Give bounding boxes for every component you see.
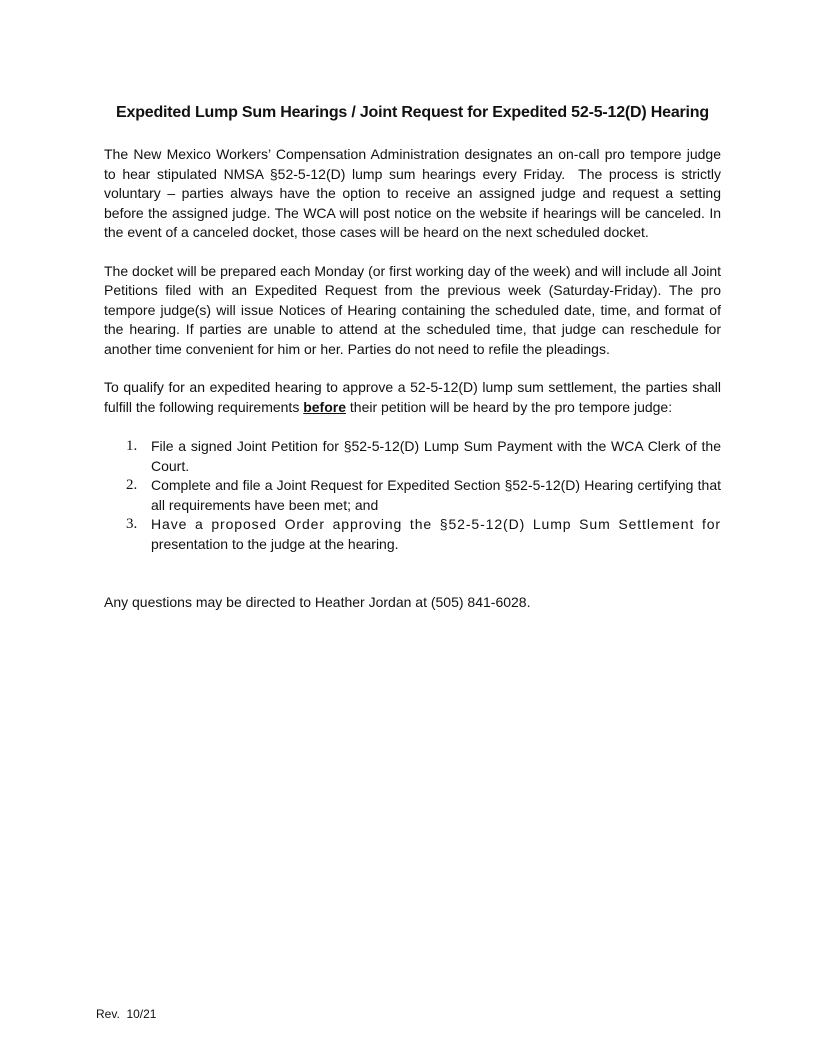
contact-line: Any questions may be directed to Heather Jordan at (505) 841-6028. [104, 594, 531, 610]
qualification-paragraph [104, 378, 721, 417]
requirement-item-2 [104, 476, 721, 515]
requirement-item-1 [104, 437, 721, 476]
document-title: Expedited Lump Sum Hearings / Joint Request for Expedited 52-5-12(D) Hearing [116, 104, 709, 121]
requirement-number-3: 3. [126, 516, 138, 532]
docket-paragraph: The docket will be prepared each Monday (or first working day of the week) and will include all Joint Petitions filed with an Expedited Request from the previous week (Saturday-Friday). The pro tempore judge(s) will issue Notices of Hearing containing the scheduled date, time, and format of the hearing. If parties are unable to attend at the scheduled time, that judge can reschedule for another time convenient for him or her. Parties do not need to refile the pleadings. [104, 262, 721, 357]
document-page [104, 103, 721, 613]
requirement-text-3-line-2: presentation to the judge at the hearing. [151, 535, 399, 552]
qualification-text-start: To qualify for an expedited hearing to approve a 52-5-12(D) lump sum settlement, the parties shall fulfill the following requirements [104, 379, 721, 415]
revision-footer: Rev. 10/21 [96, 1007, 157, 1021]
qualification-text-end: their petition will be heard by the pro tempore judge: [349, 398, 673, 415]
before-emphasis: before [303, 398, 347, 415]
requirement-text-1: File a signed Joint Petition for §52-5-12(D) Lump Sum Payment with the WCA Clerk of the Court. [151, 438, 721, 474]
intro-paragraph: The New Mexico Workers’ Compensation Administration designates an on-call pro tempore judge to hear stipulated NMSA §52-5-12(D) lump sum hearings every Friday. The process is strictly voluntary – parties always have the option to receive an assigned judge and request a setting before the assigned judge. The WCA will post notice on the website if hearings will be canceled. In the event of a canceled docket, those cases will be heard on the next scheduled docket. [104, 146, 721, 240]
requirement-number-1: 1. [126, 438, 138, 454]
requirement-text-3-line-1: Have a proposed Order approving the §52-5-12(D) Lump Sum Settlement for [151, 516, 721, 532]
requirement-number-2: 2. [126, 477, 138, 493]
requirement-text-2: Complete and file a Joint Request for Expedited Section §52-5-12(D) Hearing certifying that all requirements have been met; and [151, 477, 721, 513]
requirements-list [104, 437, 721, 554]
requirement-item-3 [104, 515, 721, 554]
